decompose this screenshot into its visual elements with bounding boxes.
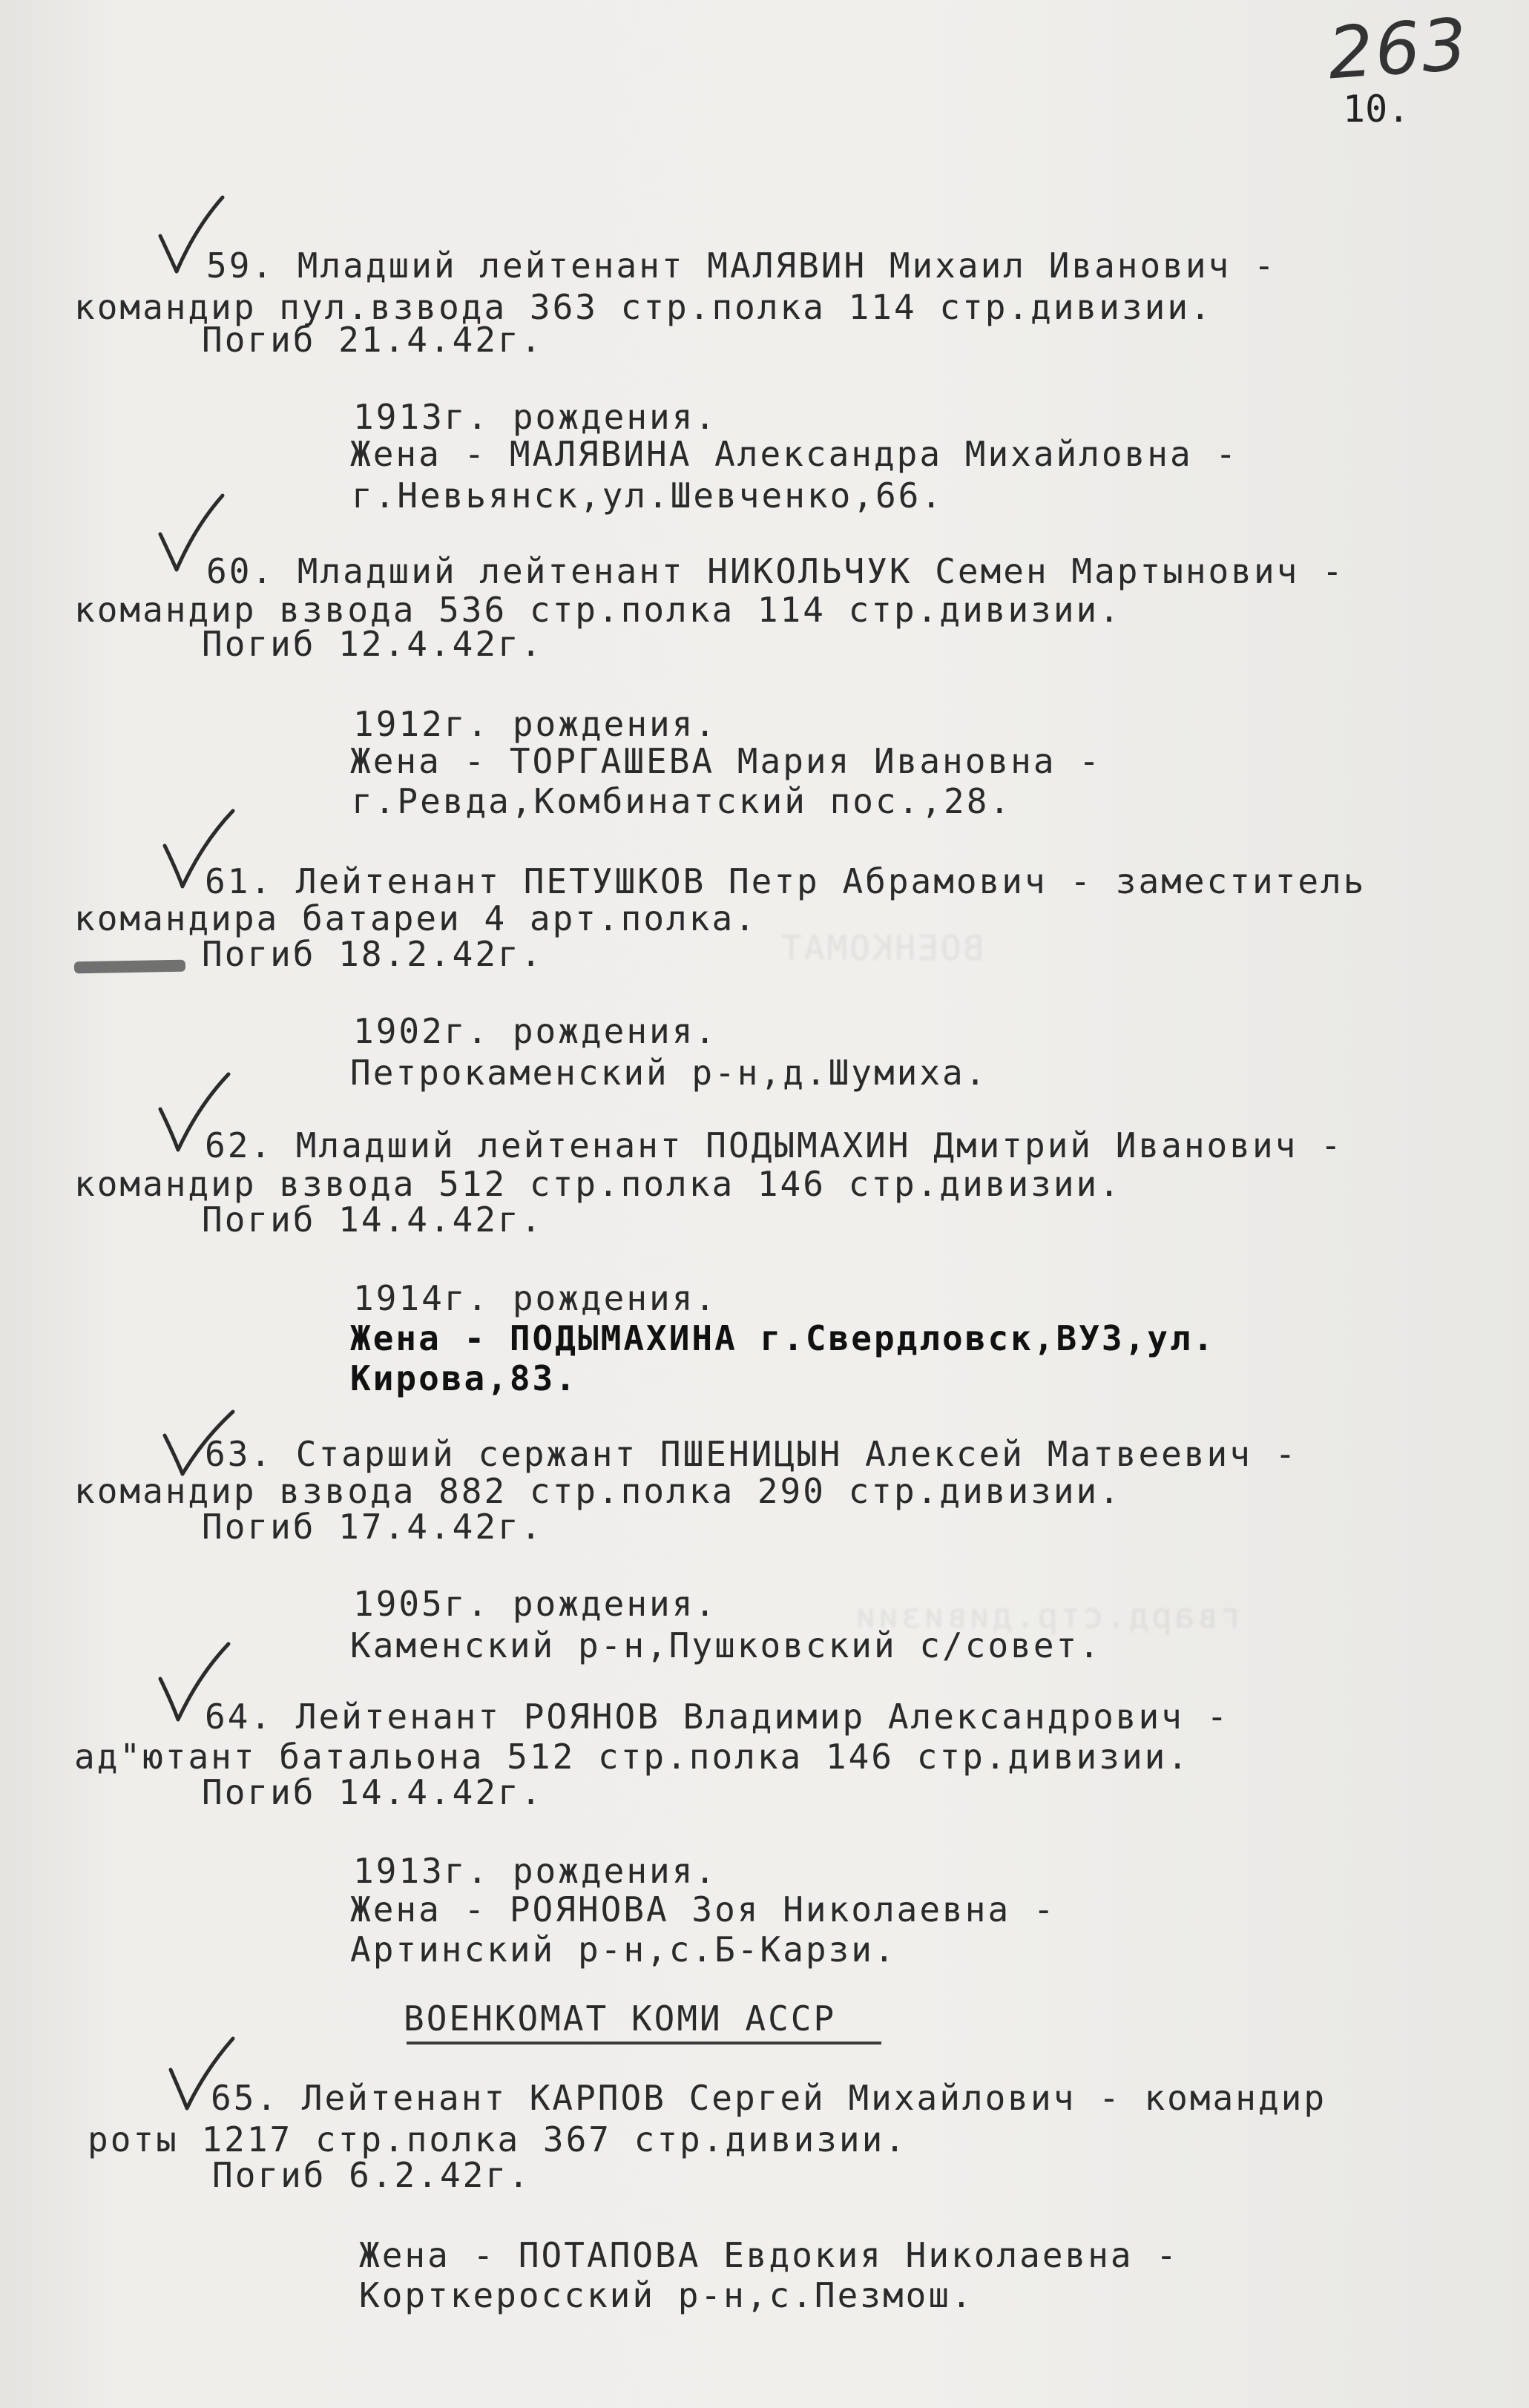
entry-61-birth: 1902г. рождения.: [353, 1011, 718, 1051]
entry-64-line-2: ад"ютант батальона 512 стр.полка 146 стр.дивизии.: [74, 1737, 1191, 1777]
entry-59-address: г.Невьянск,ул.Шевченко,66.: [352, 476, 944, 516]
entry-63-death-date: Погиб 17.4.42г.: [202, 1507, 544, 1547]
entry-63-line-1: 63. Старший сержант ПШЕНИЦЫН Алексей Матвеевич -: [205, 1434, 1298, 1474]
entry-63-line-2: командир взвода 882 стр.полка 290 стр.дивизии.: [74, 1471, 1122, 1511]
entry-62-spouse: Жена - ПОДЫМАХИНА г.Свердловск,ВУЗ,ул.: [350, 1318, 1216, 1358]
entry-64-line-1: 64. Лейтенант РОЯНОВ Владимир Александрович -: [205, 1697, 1230, 1737]
entry-59-line-1: 59. Младший лейтенант МАЛЯВИН Михаил Иванович -: [206, 246, 1277, 286]
entry-64-spouse: Жена - РОЯНОВА Зоя Николаевна -: [350, 1889, 1056, 1930]
entry-65-spouse: Жена - ПОТАПОВА Евдокия Николаевна -: [359, 2235, 1179, 2275]
entry-59-line-2: командир пул.взвода 363 стр.полка 114 стр.дивизии.: [74, 287, 1213, 327]
entry-64-birth: 1913г. рождения.: [353, 1851, 718, 1891]
entry-61-line-2: командира батареи 4 арт.полка.: [74, 898, 757, 938]
entry-60-death-date: Погиб 12.4.42г.: [202, 624, 544, 664]
entry-61-line-1: 61. Лейтенант ПЕТУШКОВ Петр Абрамович - заместитель: [205, 861, 1367, 901]
ink-smudge: [74, 960, 185, 974]
section-underline: [407, 2042, 881, 2045]
entry-65-line-1: 65. Лейтенант КАРПОВ Сергей Михайлович - командир: [211, 2078, 1327, 2118]
entry-60-line-1: 60. Младший лейтенант НИКОЛЬЧУК Семен Мартынович -: [206, 551, 1345, 591]
entry-60-spouse: Жена - ТОРГАШЕВА Мария Ивановна -: [350, 741, 1102, 781]
entry-59-spouse: Жена - МАЛЯВИНА Александра Михайловна -: [350, 434, 1239, 474]
entry-62-line-1: 62. Младший лейтенант ПОДЫМАХИН Дмитрий Иванович -: [205, 1125, 1344, 1165]
entry-62-death-date: Погиб 14.4.42г.: [202, 1200, 544, 1240]
entry-63-birth: 1905г. рождения.: [353, 1584, 718, 1624]
entry-59-birth: 1913г. рождения.: [353, 397, 718, 437]
entry-62-line-2: командир взвода 512 стр.полка 146 стр.дивизии.: [74, 1164, 1122, 1204]
entry-65-line-2: роты 1217 стр.полка 367 стр.дивизии.: [88, 2119, 907, 2159]
entry-61-address: Петрокаменский р-н,д.Шумиха.: [350, 1053, 988, 1093]
page-number: 10.: [1343, 88, 1410, 131]
entry-62-birth: 1914г. рождения.: [353, 1278, 718, 1318]
bleed-through-texture: ВОЕНКОМАТ гвард.стр.дивизии: [779, 928, 1240, 1636]
entry-60-birth: 1912г. рождения.: [353, 704, 718, 744]
section-heading: ВОЕНКОМАТ КОМИ АССР: [404, 1999, 837, 2039]
entry-60-line-2: командир взвода 536 стр.полка 114 стр.дивизии.: [74, 590, 1122, 630]
entry-59-death-date: Погиб 21.4.42г.: [202, 320, 544, 360]
entry-60-address: г.Ревда,Комбинатский пос.,28.: [352, 781, 1013, 821]
entry-61-death-date: Погиб 18.2.42г.: [202, 934, 544, 974]
entry-64-death-date: Погиб 14.4.42г.: [202, 1772, 544, 1812]
entry-65-death-date: Погиб 6.2.42г.: [212, 2155, 531, 2195]
entry-62-address: Кирова,83.: [350, 1358, 578, 1398]
handwritten-page-number: 263: [1325, 2, 1471, 96]
entry-63-address: Каменский р-н,Пушковский с/совет.: [350, 1625, 1102, 1665]
entry-64-address: Артинский р-н,с.Б-Карзи.: [350, 1930, 897, 1970]
entry-65-address: Корткеросский р-н,с.Пезмош.: [359, 2275, 974, 2315]
